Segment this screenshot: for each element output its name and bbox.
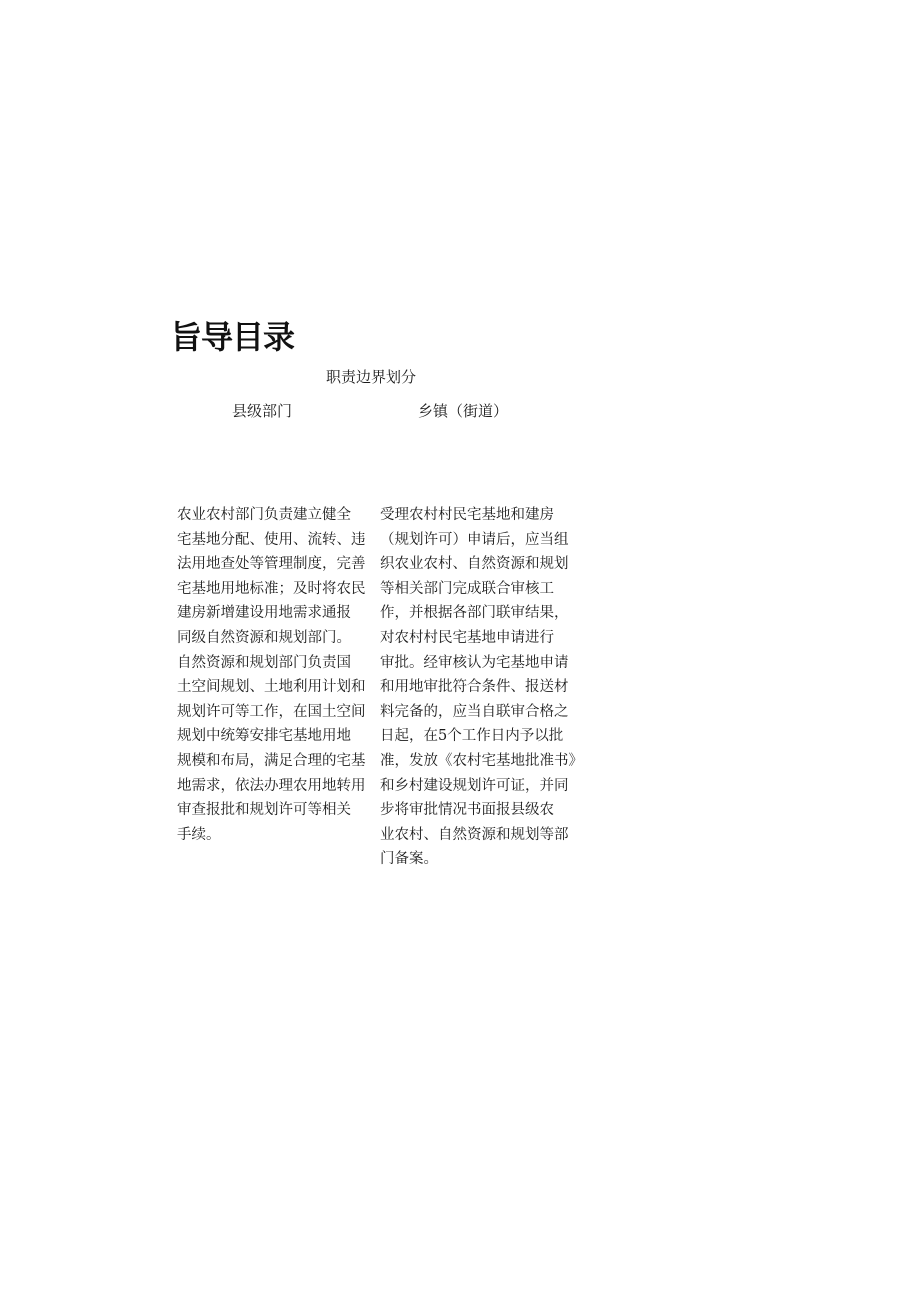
column-header-township: 乡镇（街道） — [418, 402, 509, 420]
text-line: 建房新增建设用地需求通报 — [177, 605, 351, 622]
text-line: 规模和布局，满足合理的宅基 — [177, 752, 366, 769]
text-line: 农业农村部门负责建立健全 — [177, 507, 351, 523]
column-header-county: 县级部门 — [232, 402, 293, 420]
text-line: 同级自然资源和规划部门。 — [177, 629, 351, 646]
text-line: 对农村村民宅基地申请进行 — [380, 629, 554, 646]
text-line: 法用地查处等管理制度，完善 — [177, 556, 366, 573]
text-line: 审批。经审核认为宅基地申请 — [380, 654, 569, 671]
text-line: 和用地审批符合条件、报送材 — [380, 679, 569, 696]
text-line: 和乡村建设规划许可证，并同 — [380, 777, 569, 794]
township-responsibilities — [380, 503, 592, 872]
text-line: 织农业农村、自然资源和规划 — [380, 556, 569, 573]
text-line: 自然资源和规划部门负责国 — [177, 654, 351, 671]
text-line: 审查报批和规划许可等相关 — [177, 802, 351, 819]
text-line: 规划许可等工作，在国土空间 — [177, 703, 366, 720]
text-line: 步将审批情况书面报县级农 — [380, 802, 554, 819]
text-line: 等相关部门完成联合审核工 — [380, 580, 554, 597]
page-title: 旨导目录 — [170, 318, 295, 356]
text-line: 土空间规划、土地利用计划和 — [177, 679, 366, 696]
text-line: 作，并根据各部门联审结果， — [380, 605, 569, 622]
text-line: 料完备的，应当自联审合格之 — [380, 703, 569, 720]
text-line: 手续。 — [177, 826, 221, 843]
text-line: 规划中统筹安排宅基地用地 — [177, 728, 351, 745]
text-line: 业农村、自然资源和规划等部 — [380, 826, 569, 843]
text-line: 宅基地用地标准；及时将农民 — [177, 580, 366, 597]
county-responsibilities — [177, 503, 377, 847]
text-line: 日起，在5个工作日内予以批 — [380, 728, 564, 745]
section-heading: 职责边界划分 — [326, 368, 417, 386]
text-line: 地需求，依法办理农用地转用 — [177, 777, 366, 794]
text-line: （规划许可）申请后，应当组 — [380, 531, 569, 548]
text-line: 宅基地分配、使用、流转、违 — [177, 531, 366, 548]
text-line: 受理农村村民宅基地和建房 — [380, 507, 554, 523]
text-line: 门备案。 — [380, 851, 438, 868]
text-line: 准，发放《农村宅基地批准书》 — [380, 752, 583, 769]
